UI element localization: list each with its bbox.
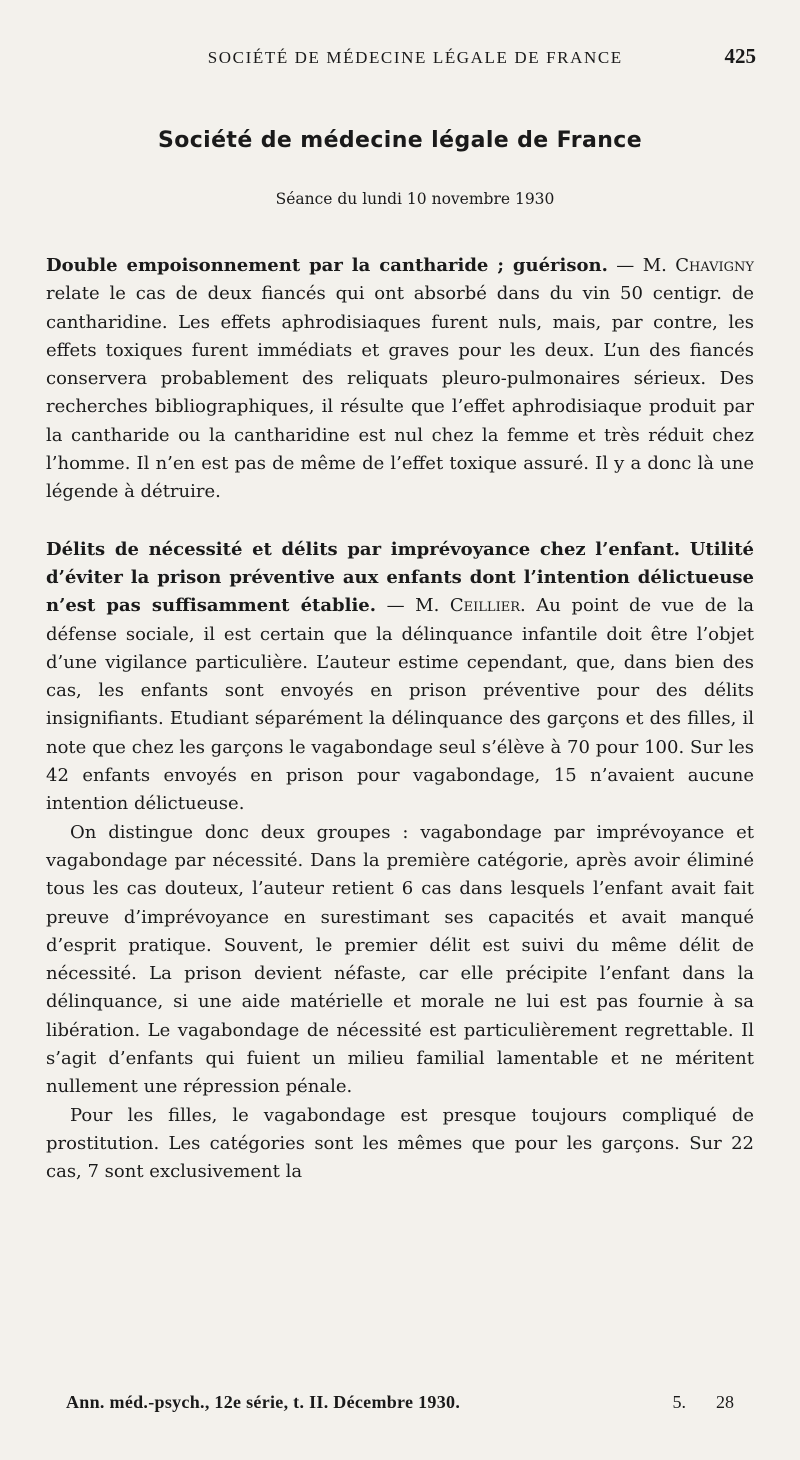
article-1-title: Double empoisonnement par la cantharide ; guérison.: [46, 255, 608, 276]
page-number: 425: [724, 44, 756, 68]
footer-signature-group: [673, 1392, 735, 1413]
article-2-text-1: Au point de vue de la défense sociale, il est certain que la délinquance infantile doit être l’objet d’une vigilance particulière. L’auteur estime cependant, que, dans bien des cas, les enfants sont envoyés en prison préventive pour des délits insignifiants. Etudiant séparément la délinquance des garçons et des filles, il note que chez les garçons le vagabondage seul s’élève à 70 pour 100. Sur les 42 enfants envoyés en prison pour vagabondage, 15 n’avaient aucune intention délictueuse.: [46, 595, 754, 815]
article-1-text: relate le cas de deux fiancés qui ont absorbé dans du vin 50 centigr. de cantharidine. Les effets aphrodisiaques furent nuls, mais, par contre, les effets toxiques furent immédiats et graves pour les deux. L’un des fiancés conservera probablement des reliquats pleuro-pulmonaires sérieux. Des recherches bibliographiques, il résulte que l’effet aphrodisiaque produit par la cantharide ou la cantharidine est nul chez la femme et très réduit chez l’homme. Il n’en est pas de même de l’effet toxique assuré. Il y a donc là une légende à détruire.: [46, 283, 754, 503]
article-2-dash: — M.: [376, 595, 450, 617]
session-date: Séance du lundi 10 novembre 1930: [275, 190, 555, 208]
running-title: SOCIÉTÉ DE MÉDECINE LÉGALE DE FRANCE: [207, 48, 623, 67]
article-1-paragraph: [46, 252, 754, 507]
article-1-author: Chavigny: [675, 255, 754, 276]
page-footer: [66, 1392, 734, 1413]
footer-journal: Ann. méd.-psych., 12e série, t. II. Décembre 1930.: [66, 1392, 461, 1412]
society-title: Société de médecine légale de France: [157, 128, 643, 153]
footer-signature: 5.: [672, 1392, 686, 1412]
body-text: [46, 252, 754, 1187]
article-2-author-period: .: [519, 595, 526, 617]
article-2-paragraph-1: [46, 536, 754, 819]
running-head: [46, 44, 756, 74]
footer-sheet: 28: [716, 1392, 734, 1412]
article-2-title: Délits de nécessité et délits par imprévoyance chez l’enfant. Utilité d’éviter la prison préventive aux enfants dont l’intention délictueuse n’est pas suffisamment établie.: [46, 538, 754, 617]
article-1-dash: — M.: [607, 255, 676, 276]
article-2-paragraph-3: Pour les filles, le vagabondage est presque toujours compliqué de prostitution. Les catégories sont les mêmes que pour les garçons. Sur 22 cas, 7 sont exclusivement la: [46, 1104, 754, 1183]
article-2-paragraph-2: On distingue donc deux groupes : vagabondage par imprévoyance et vagabondage par nécessité. Dans la première catégorie, après avoir éliminé tous les cas douteux, l’auteur retient 6 cas dans lesquels l’enfant avait fait preuve d’imprévoyance en surestimant ses capacités et avait manqué d’esprit pratique. Souvent, le premier délit est suivi du même délit de nécessité. La prison devient néfaste, car elle précipite l’enfant dans la délinquance, si une aide matérielle et morale ne lui est pas fournie à sa libération. Le vagabondage de nécessité est particulièrement regrettable. Il s’agit d’enfants qui fuient un milieu familial lamentable et ne méritent nullement une répression pénale.: [46, 821, 754, 1098]
article-2-author: Ceillier: [449, 595, 520, 617]
section-gap: [46, 507, 754, 536]
